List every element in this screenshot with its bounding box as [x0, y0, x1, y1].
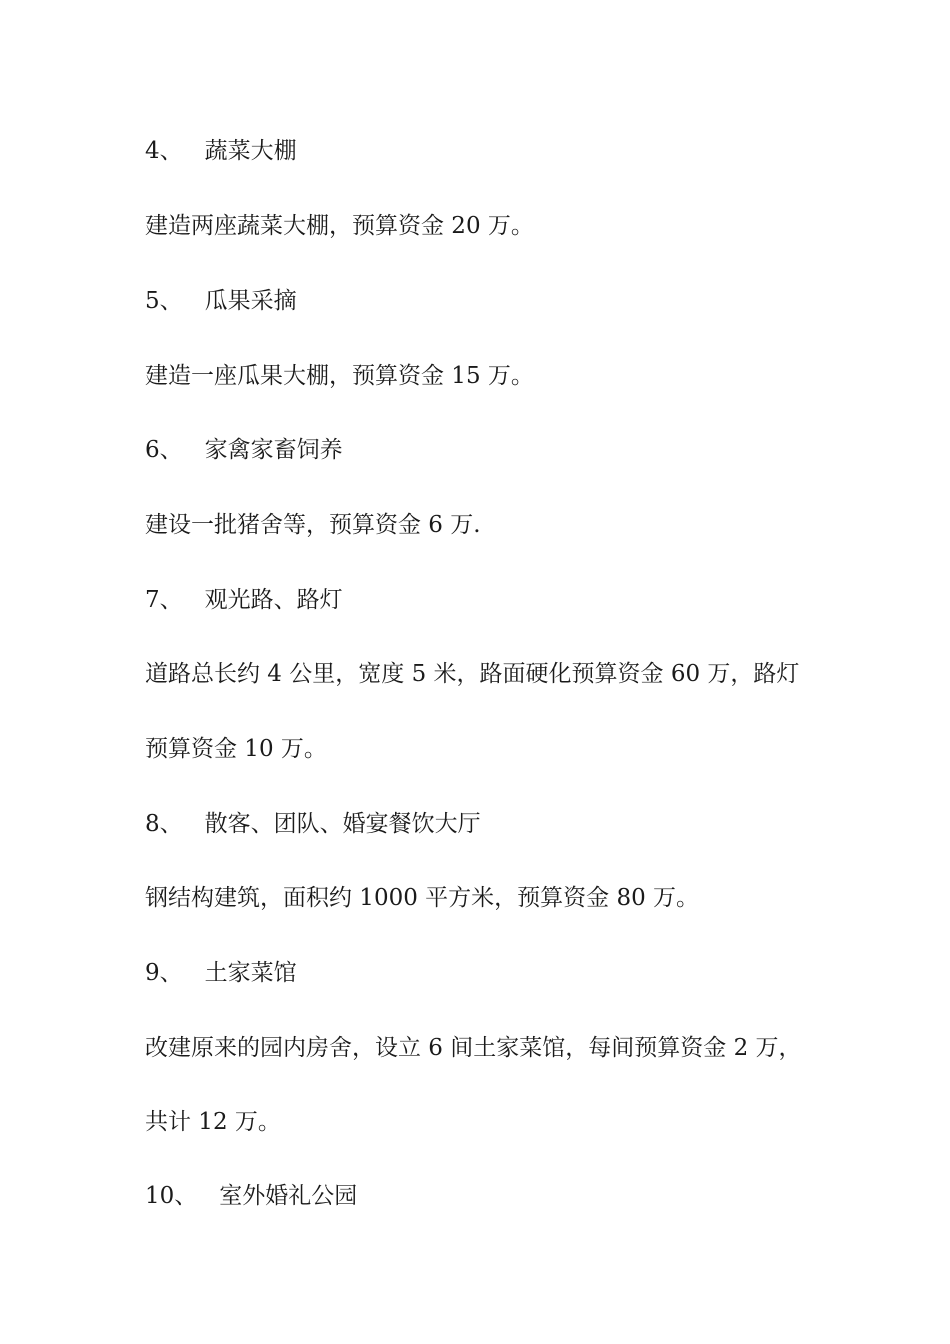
section-number: 6、 — [145, 437, 183, 463]
section-number: 8、 — [145, 811, 183, 837]
section-heading — [145, 430, 343, 470]
section-title: 蔬菜大棚 — [204, 138, 297, 164]
section-number: 4、 — [145, 138, 183, 164]
section-title: 观光路、路灯 — [204, 587, 343, 613]
section-title: 室外婚礼公园 — [219, 1183, 358, 1209]
section-title: 散客、团队、婚宴餐饮大厅 — [204, 811, 481, 837]
body-text-line: 道路总长约 4 公里，宽度 5 米，路面硬化预算资金 60 万，路灯 — [145, 661, 800, 687]
section-heading — [145, 804, 481, 844]
section-title: 瓜果采摘 — [204, 288, 297, 314]
body-text-line: 改建原来的园内房舍，设立 6 间土家菜馆，每间预算资金 2 万， — [145, 1035, 802, 1061]
section-title: 家禽家畜饲养 — [204, 437, 343, 463]
body-text-line: 建造两座蔬菜大棚，预算资金 20 万。 — [145, 213, 534, 239]
section-number: 9、 — [145, 960, 183, 986]
section-heading — [145, 580, 343, 620]
section-heading — [145, 131, 297, 171]
body-text-line: 共计 12 万。 — [145, 1109, 281, 1135]
section-number: 10、 — [145, 1183, 198, 1209]
section-heading — [145, 1176, 357, 1216]
body-text-line: 钢结构建筑，面积约 1000 平方米，预算资金 80 万。 — [145, 885, 700, 911]
section-number: 5、 — [145, 288, 183, 314]
section-title: 土家菜馆 — [204, 960, 297, 986]
body-text-line: 预算资金 10 万。 — [145, 736, 327, 762]
section-heading — [145, 953, 297, 993]
section-number: 7、 — [145, 587, 183, 613]
body-text-line: 建设一批猪舍等，预算资金 6 万. — [145, 512, 481, 538]
section-heading — [145, 281, 297, 321]
body-text-line: 建造一座瓜果大棚，预算资金 15 万。 — [145, 363, 534, 389]
